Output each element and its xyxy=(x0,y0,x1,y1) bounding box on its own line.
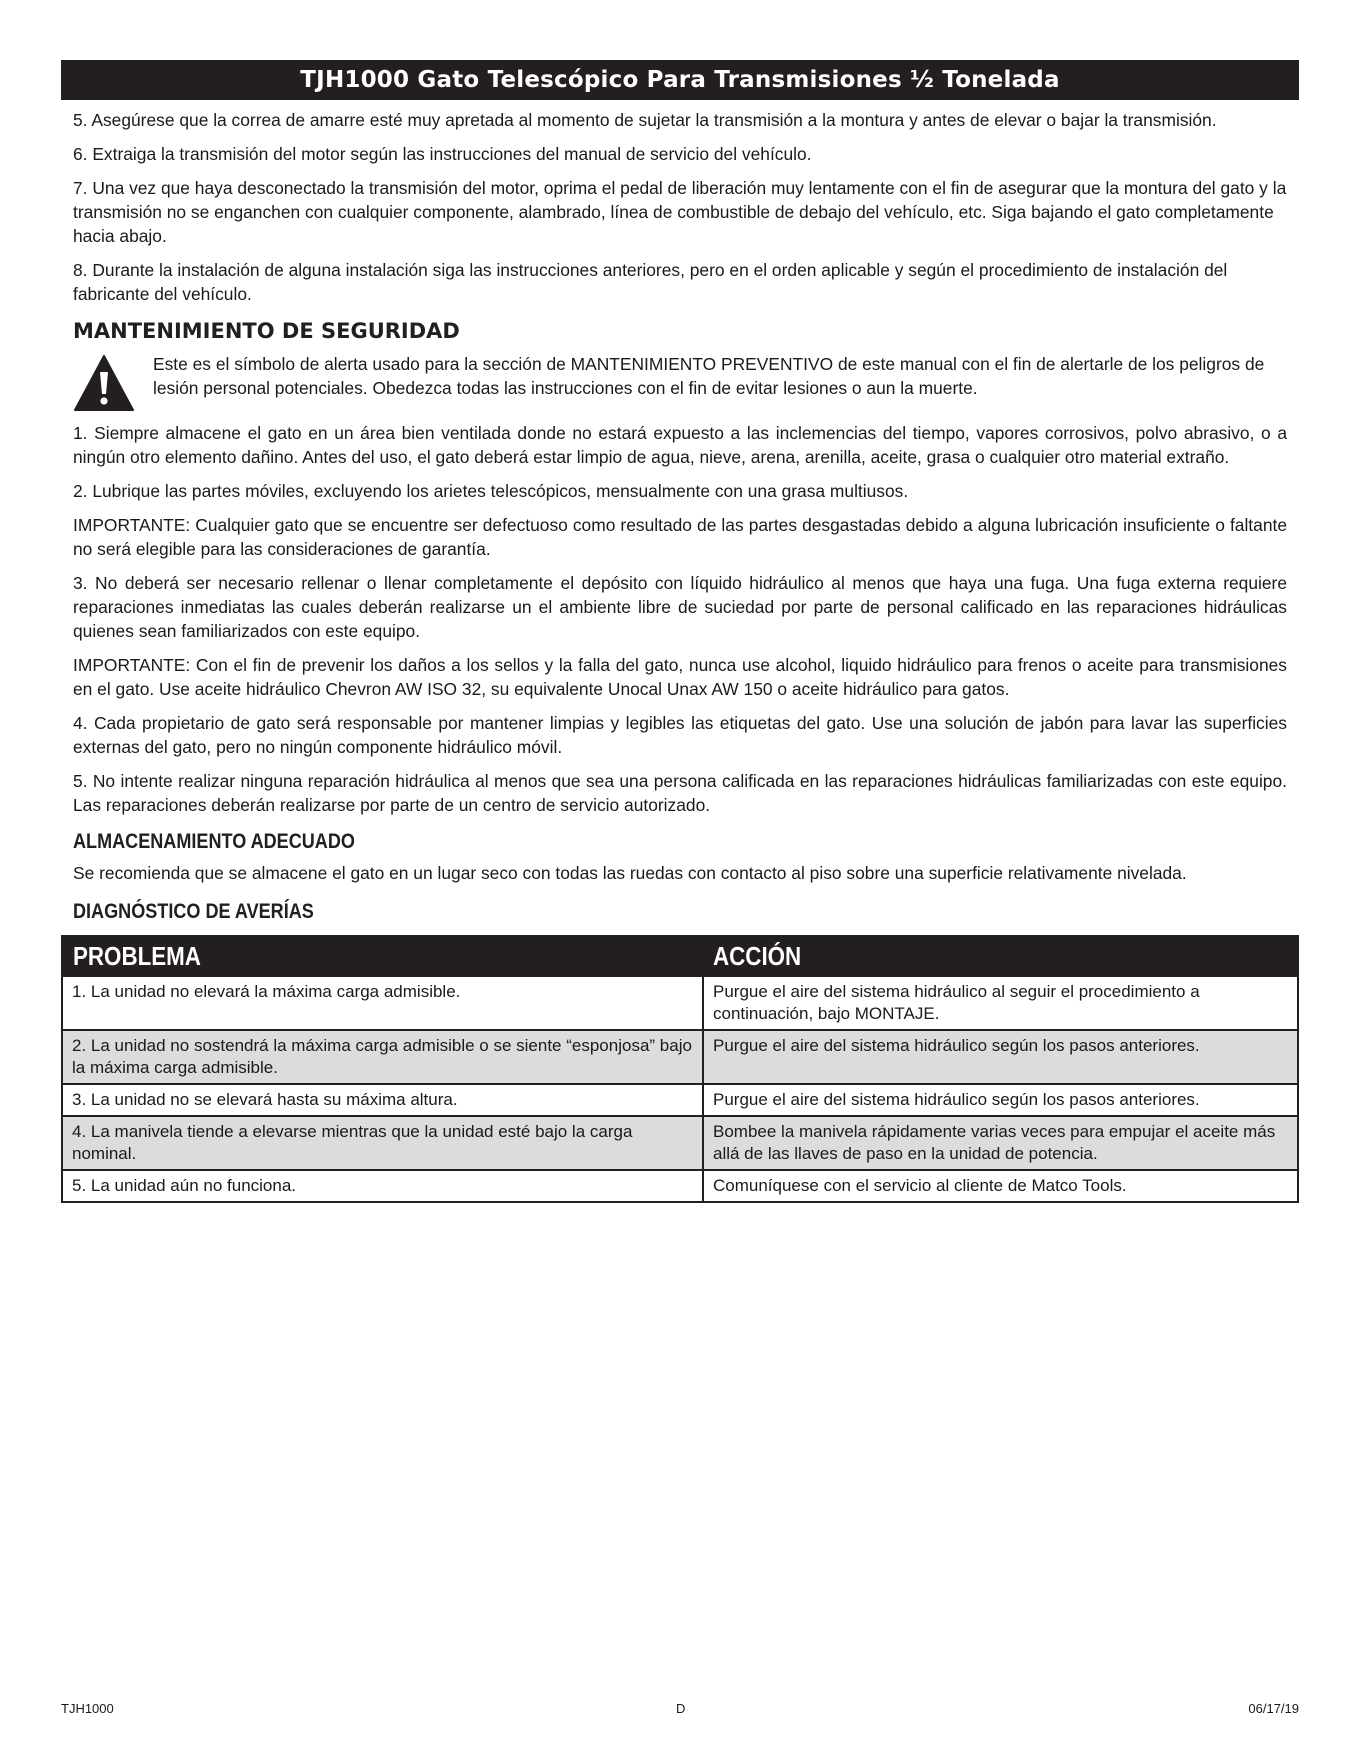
document-page xyxy=(61,60,1299,1203)
problem-cell: 4. La manivela tiende a elevarse mientras que la unidad esté bajo la carga nominal. xyxy=(62,1116,703,1170)
problem-cell: 1. La unidad no elevará la máxima carga admisible. xyxy=(62,976,703,1030)
table-row xyxy=(62,976,1298,1030)
table-header-row xyxy=(62,936,1298,976)
maintenance-item-2: 2. Lubrique las partes móviles, excluyendo los arietes telescópicos, mensualmente con una grasa multiusos. xyxy=(73,481,909,501)
table-row xyxy=(62,1116,1298,1170)
step-7: 7. Una vez que haya desconectado la transmisión del motor, oprima el pedal de liberación muy lentamente con el fin de asegurar que la montura del gato y la transmisión no se enganchen con cualquier componente, alambrado, línea de combustible de debajo del vehículo, etc. Siga bajando el gato completamente hacia abajo. xyxy=(73,178,1287,246)
maintenance-item-4: 4. Cada propietario de gato será responsable por mantener limpias y legibles las etiquetas del gato. Use una solución de jabón para lavar las superficies externas del gato, pero no ningún componente hidráulico móvil. xyxy=(73,713,1287,757)
troubleshooting-heading: DIAGNÓSTICO DE AVERÍAS xyxy=(73,900,314,923)
maintenance-item-1: 1. Siempre almacene el gato en un área bien ventilada donde no estará expuesto a las inclemencias del tiempo, vapores corrosivos, polvo abrasivo, o a ningún otro elemento dañino. Antes del uso, el gato deberá estar limpio de agua, nieve, arena, arenilla, aceite, grasa o cualquier otro material extraño. xyxy=(73,423,1287,467)
warning-triangle-icon xyxy=(73,352,153,417)
maintenance-important-2: IMPORTANTE: Con el fin de prevenir los daños a los sellos y la falla del gato, nunca use alcohol, liquido hidráulico para frenos o aceite para transmisiones en el gato. Use aceite hidráulico Chevron AW ISO 32, su equivalente Unocal Unax AW 150 o aceite hidráulico para gatos. xyxy=(73,655,1287,699)
problem-cell: 3. La unidad no se elevará hasta su máxima altura. xyxy=(62,1084,703,1116)
action-cell: Purgue el aire del sistema hidráulico según los pasos anteriores. xyxy=(703,1030,1298,1084)
main-content xyxy=(61,108,1299,1203)
table-row xyxy=(62,1030,1298,1084)
action-cell: Purgue el aire del sistema hidráulico según los pasos anteriores. xyxy=(703,1084,1298,1116)
storage-text: Se recomienda que se almacene el gato en un lugar seco con todas las ruedas con contacto al piso sobre una superficie relativamente nivelada. xyxy=(73,863,1187,883)
alert-text: Este es el símbolo de alerta usado para la sección de MANTENIMIENTO PREVENTIVO de este manual con el fin de alertarle de los peligros de lesión personal potenciales. Obedezca todas las instrucciones con el fin de evitar lesiones o aun la muerte. xyxy=(153,354,1265,398)
maintenance-item-5: 5. No intente realizar ninguna reparación hidráulica al menos que sea una persona calificada en las reparaciones hidráulicas familiarizadas con este equipo. Las reparaciones deberán realizarse por parte de un centro de servicio autorizado. xyxy=(73,771,1287,815)
troubleshooting-table xyxy=(61,935,1299,1203)
page-title: TJH1000 Gato Telescópico Para Transmisiones ½ Tonelada xyxy=(61,60,1299,100)
problem-cell: 2. La unidad no sostendrá la máxima carga admisible o se siente “esponjosa” bajo la máxima carga admisible. xyxy=(62,1030,703,1084)
column-header-problem: PROBLEMA xyxy=(62,936,703,976)
maintenance-important-1: IMPORTANTE: Cualquier gato que se encuentre ser defectuoso como resultado de las partes desgastadas debido a alguna lubricación insuficiente o faltante no será elegible para las consideraciones de garantía. xyxy=(73,515,1287,559)
footer-model: TJH1000 xyxy=(61,1701,114,1716)
step-8: 8. Durante la instalación de alguna instalación siga las instrucciones anteriores, pero en el orden aplicable y según el procedimiento de instalación del fabricante del vehículo. xyxy=(73,260,1228,304)
step-5: 5. Asegúrese que la correa de amarre esté muy apretada al momento de sujetar la transmisión a la montura y antes de elevar o bajar la transmisión. xyxy=(73,110,1217,130)
storage-heading: ALMACENAMIENTO ADECUADO xyxy=(73,830,355,853)
table-row xyxy=(62,1084,1298,1116)
footer-date: 06/17/19 xyxy=(1248,1701,1299,1716)
action-cell: Comuníquese con el servicio al cliente de Matco Tools. xyxy=(703,1170,1298,1202)
alert-block xyxy=(73,352,1287,417)
problem-cell: 5. La unidad aún no funciona. xyxy=(62,1170,703,1202)
footer-page-code: D xyxy=(676,1701,686,1716)
maintenance-item-3: 3. No deberá ser necesario rellenar o llenar completamente el depósito con líquido hidráulico al menos que haya una fuga. Una fuga externa requiere reparaciones inmediatas las cuales deberán realizarse un el ambiente libre de suciedad por parte de personal calificado en las reparaciones hidráulicas quienes sean familiarizados con este equipo. xyxy=(73,573,1287,641)
action-cell: Purgue el aire del sistema hidráulico al seguir el procedimiento a continuación, bajo MONTAJE. xyxy=(703,976,1298,1030)
action-cell: Bombee la manivela rápidamente varias veces para empujar el aceite más allá de las llaves de paso en la unidad de potencia. xyxy=(703,1116,1298,1170)
table-row xyxy=(62,1170,1298,1202)
maintenance-heading: MANTENIMIENTO DE SEGURIDAD xyxy=(73,319,460,343)
step-6: 6. Extraiga la transmisión del motor según las instrucciones del manual de servicio del vehículo. xyxy=(73,144,812,164)
column-header-action: ACCIÓN xyxy=(703,936,1298,976)
